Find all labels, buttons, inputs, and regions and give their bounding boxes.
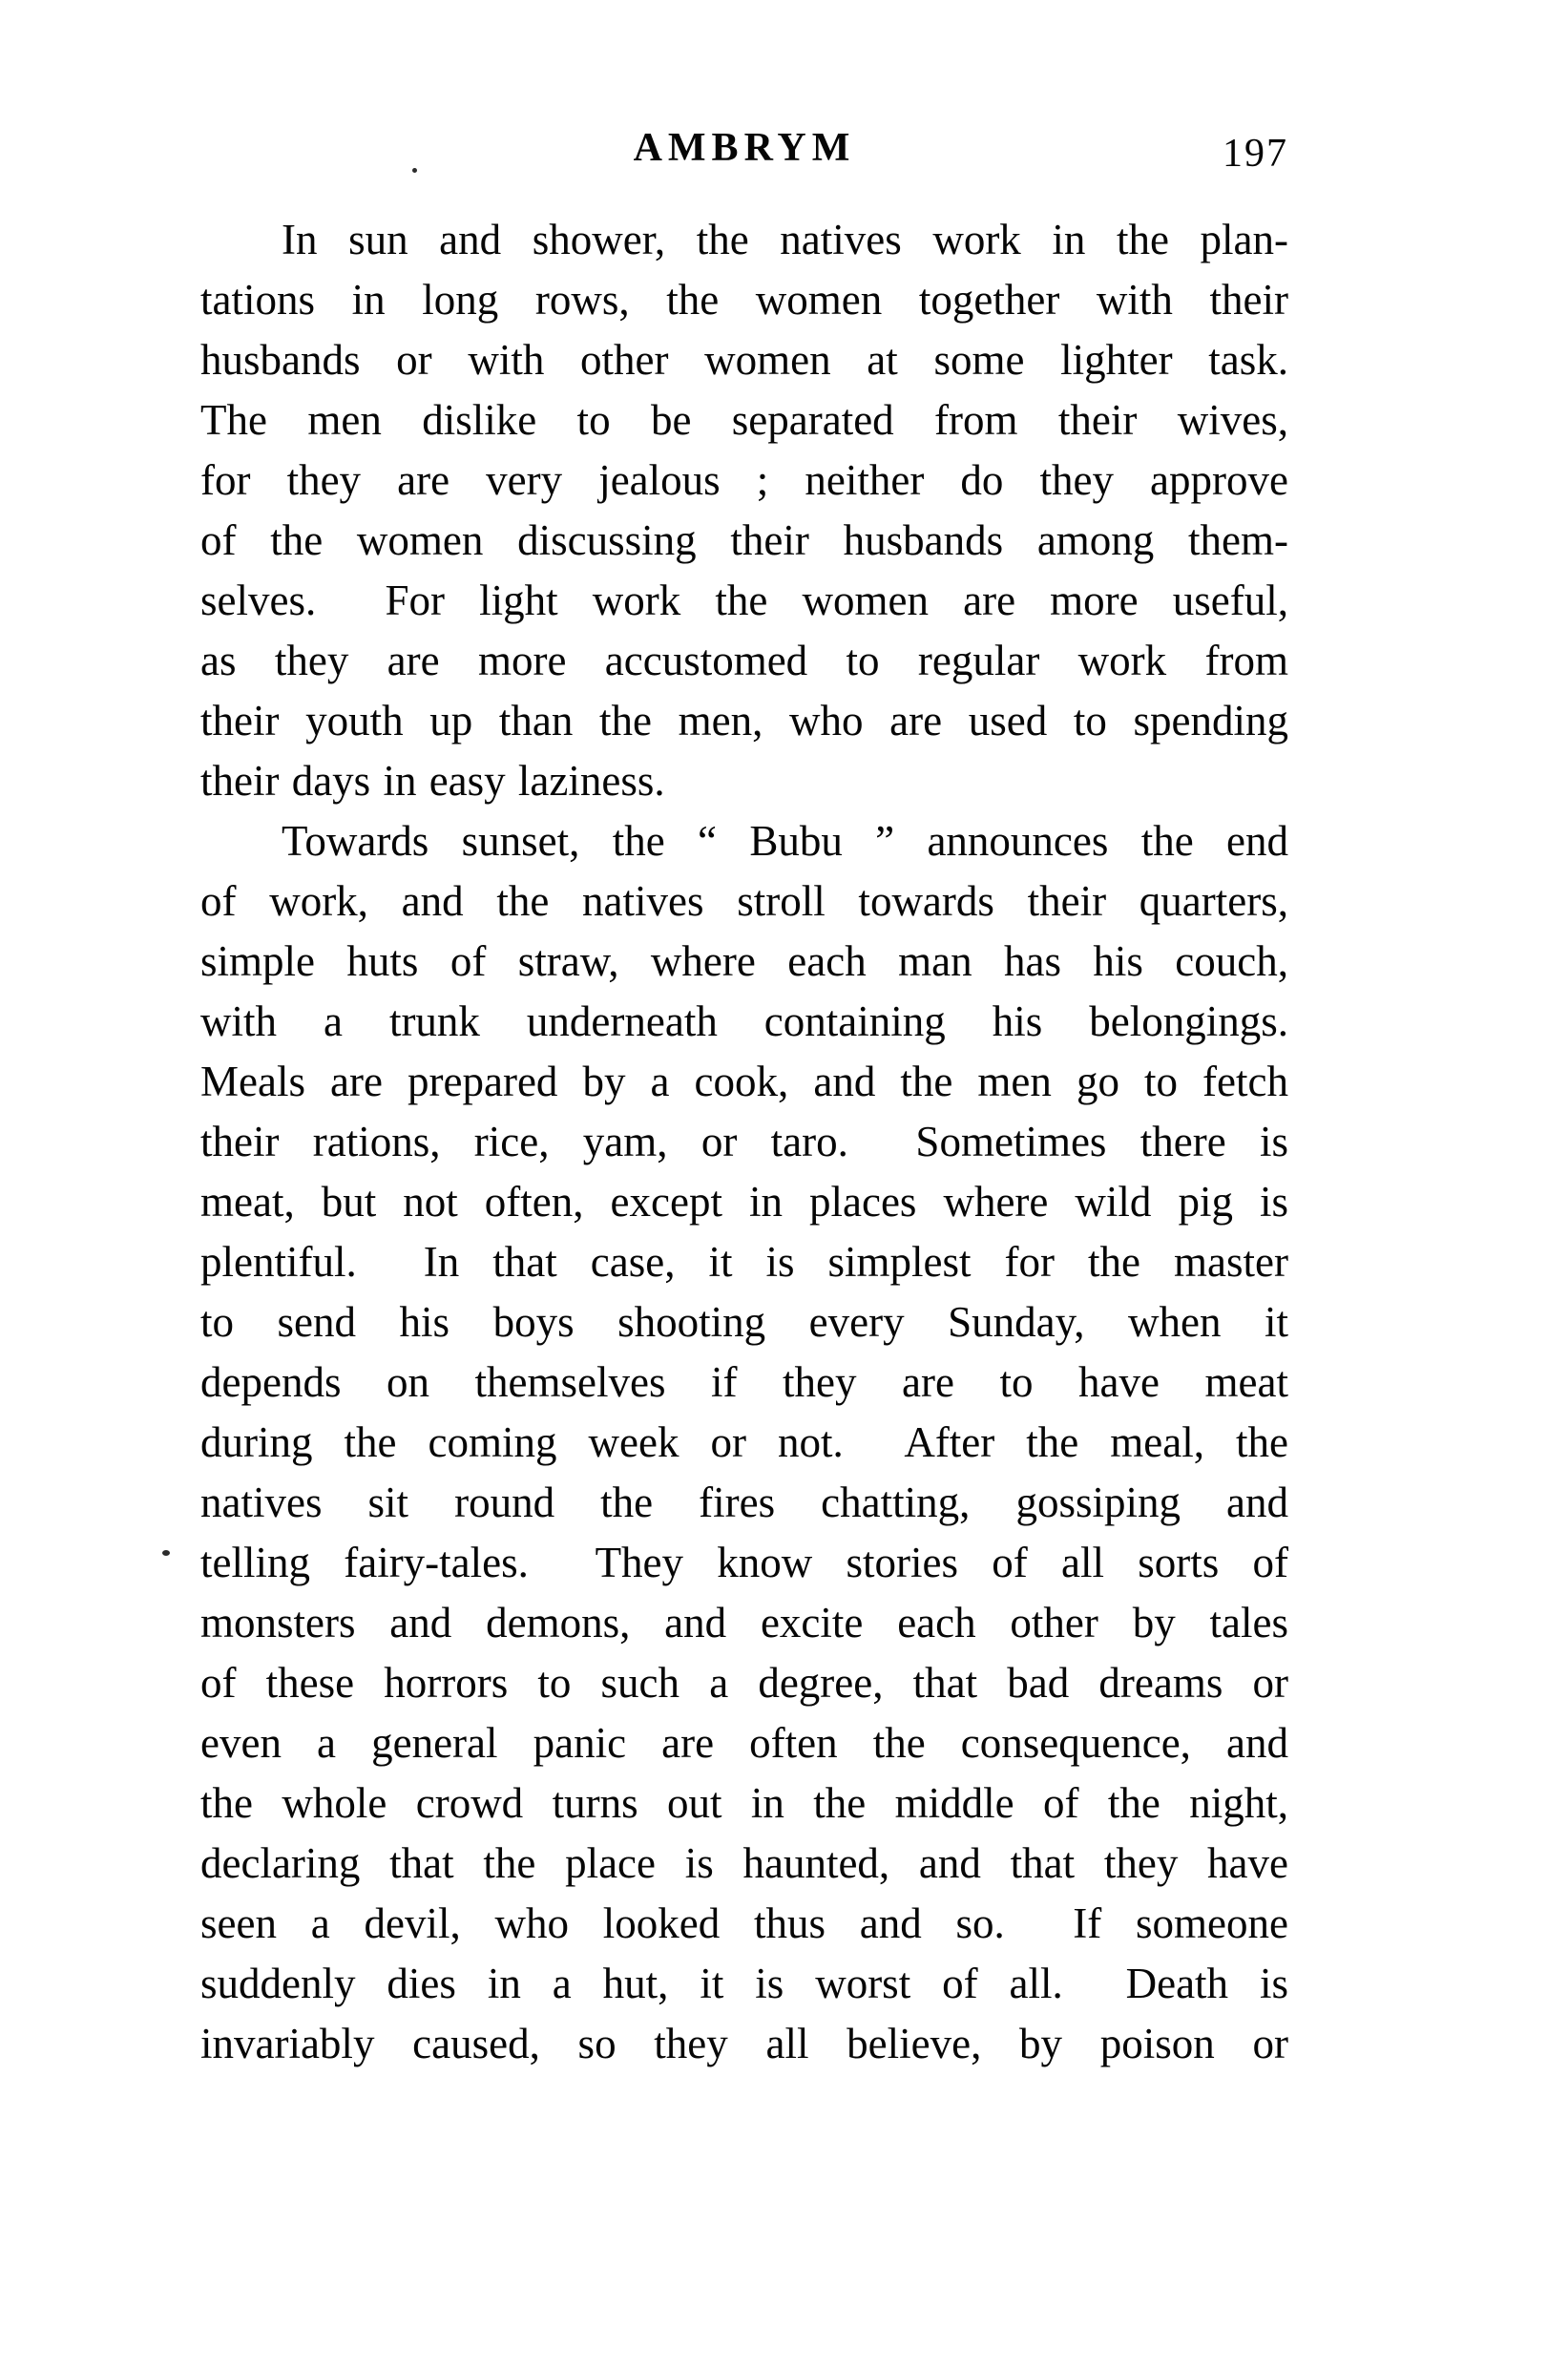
text-line: telling fairy-tales. They know stories of all sorts of bbox=[200, 1539, 1288, 1586]
text-line: seen a devil, who looked thus and so. If someone bbox=[200, 1899, 1288, 1947]
running-head-title: AMBRYM bbox=[633, 126, 856, 170]
text-line: of these horrors to such a degree, that bad dreams or bbox=[200, 1659, 1288, 1707]
text-line: as they are more accustomed to regular work from bbox=[200, 637, 1288, 684]
text-line: tations in long rows, the women together with their bbox=[200, 276, 1288, 324]
text-block bbox=[200, 210, 1288, 2074]
text-line: for they are very jealous ; neither do they approve bbox=[200, 456, 1288, 504]
text-line: husbands or with other women at some lighter task. bbox=[200, 336, 1288, 384]
text-line: simple huts of straw, where each man has his couch, bbox=[200, 937, 1288, 985]
text-line: meat, but not often, except in places where wild pig is bbox=[200, 1178, 1288, 1226]
text-line: the whole crowd turns out in the middle of the night, bbox=[200, 1779, 1288, 1827]
text-line: selves. For light work the women are more useful, bbox=[200, 577, 1288, 624]
text-line: to send his boys shooting every Sunday, when it bbox=[200, 1298, 1288, 1346]
text-line: with a trunk underneath containing his belongings. bbox=[200, 997, 1288, 1045]
text-line: declaring that the place is haunted, and that they have bbox=[200, 1839, 1288, 1887]
scan-speck bbox=[162, 1550, 170, 1556]
text-line: plentiful. In that case, it is simplest for the master bbox=[200, 1238, 1288, 1286]
text-line: their rations, rice, yam, or taro. Sometimes there is bbox=[200, 1118, 1288, 1165]
text-line: natives sit round the fires chatting, gossiping and bbox=[200, 1479, 1288, 1526]
text-line: monsters and demons, and excite each other by tales bbox=[200, 1599, 1288, 1646]
text-line: In sun and shower, the natives work in the plan- bbox=[282, 216, 1288, 263]
scan-speck bbox=[412, 168, 417, 173]
text-line: of the women discussing their husbands among them- bbox=[200, 516, 1288, 564]
text-line: of work, and the natives stroll towards their quarters, bbox=[200, 877, 1288, 925]
text-line: invariably caused, so they all believe, by poison or bbox=[200, 2020, 1288, 2067]
text-line: during the coming week or not. After the meal, the bbox=[200, 1418, 1288, 1466]
text-line: The men dislike to be separated from their wives, bbox=[200, 396, 1288, 444]
text-line: their days in easy laziness. bbox=[200, 757, 665, 805]
text-line: Towards sunset, the “ Bubu ” announces the end bbox=[282, 817, 1288, 865]
text-line: Meals are prepared by a cook, and the men go to fetch bbox=[200, 1058, 1288, 1105]
text-line: their youth up than the men, who are used to spending bbox=[200, 697, 1288, 745]
text-line: even a general panic are often the consequence, and bbox=[200, 1719, 1288, 1767]
text-line: suddenly dies in a hut, it is worst of all. Death is bbox=[200, 1960, 1288, 2007]
page-number: 197 bbox=[1223, 132, 1288, 176]
text-line: depends on themselves if they are to have meat bbox=[200, 1358, 1288, 1406]
